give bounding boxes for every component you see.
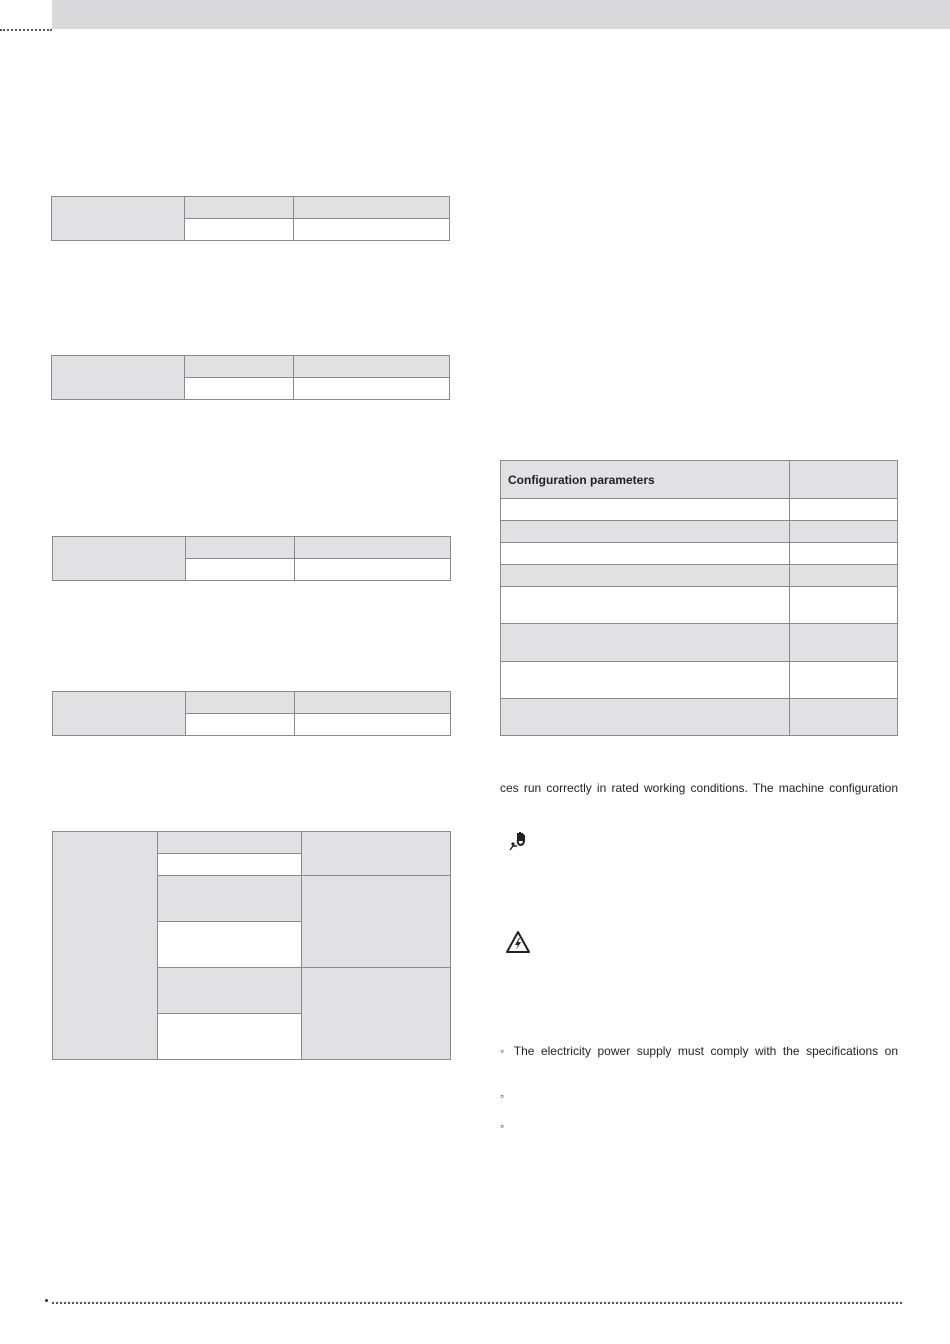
spec-table-1-head-b xyxy=(293,196,450,219)
config-row-1-value xyxy=(789,498,898,521)
power-supply-bullet: ◦ The electricity power supply must comply with the specifications on xyxy=(500,1044,898,1058)
spec-table-5-row-3 xyxy=(157,875,302,922)
footer-dotted-rule xyxy=(52,1302,902,1304)
spec-table-2-value-b xyxy=(293,377,450,400)
spec-table-1-head-a xyxy=(184,196,294,219)
spec-table-5-row-2 xyxy=(157,853,302,876)
spec-table-3-value-b xyxy=(294,558,451,581)
spec-table-1-value-a xyxy=(184,218,294,241)
spec-table-4-label-cell xyxy=(52,691,186,736)
spec-table-5-label-cell xyxy=(52,831,158,1060)
config-header-label: Configuration parameters xyxy=(508,473,655,487)
header-bar xyxy=(52,0,950,29)
config-row-2-value xyxy=(789,520,898,543)
spec-table-2-value-a xyxy=(184,377,294,400)
electric-shock-warning-icon xyxy=(505,930,531,954)
config-row-1 xyxy=(500,498,790,521)
config-row-7 xyxy=(500,661,790,699)
spec-table-5-row-5 xyxy=(157,967,302,1014)
spec-table-3-value-a xyxy=(185,558,295,581)
spec-table-1-value-b xyxy=(293,218,450,241)
spec-table-5-row-1 xyxy=(157,831,302,854)
spec-table-5-value-2 xyxy=(301,875,451,968)
spec-table-4-head-a xyxy=(185,691,295,714)
spec-table-4-value-a xyxy=(185,713,295,736)
hand-note-icon xyxy=(507,829,529,851)
footer-marker xyxy=(45,1299,48,1302)
spec-table-2-head-b xyxy=(293,355,450,378)
spec-table-5-value-3 xyxy=(301,967,451,1060)
config-row-4 xyxy=(500,564,790,587)
spec-table-3-head-a xyxy=(185,536,295,559)
config-row-3-value xyxy=(789,542,898,565)
config-row-2 xyxy=(500,520,790,543)
bullet-marker-2: ◦ xyxy=(500,1089,505,1103)
config-header-value-cell xyxy=(789,460,898,499)
config-header-cell xyxy=(500,460,790,499)
config-row-6 xyxy=(500,623,790,662)
config-row-5-value xyxy=(789,586,898,624)
config-row-6-value xyxy=(789,623,898,662)
spec-table-1-label-cell xyxy=(51,196,185,241)
header-dotted-rule xyxy=(0,29,52,31)
spec-table-3-head-b xyxy=(294,536,451,559)
config-row-5 xyxy=(500,586,790,624)
spec-table-2-head-a xyxy=(184,355,294,378)
spec-table-2-label-cell xyxy=(51,355,185,400)
bullet-marker-3: ◦ xyxy=(500,1119,505,1133)
spec-table-4-value-b xyxy=(294,713,451,736)
spec-table-5-row-6 xyxy=(157,1013,302,1060)
config-row-8 xyxy=(500,698,790,736)
spec-table-3-label-cell xyxy=(52,536,186,581)
config-row-3 xyxy=(500,542,790,565)
rated-conditions-line: ces run correctly in rated working conditions. The machine configuration xyxy=(500,781,898,795)
spec-table-4-head-b xyxy=(294,691,451,714)
config-row-8-value xyxy=(789,698,898,736)
spec-table-5-value-1 xyxy=(301,831,451,876)
spec-table-5-row-4 xyxy=(157,921,302,968)
config-row-7-value xyxy=(789,661,898,699)
config-row-4-value xyxy=(789,564,898,587)
